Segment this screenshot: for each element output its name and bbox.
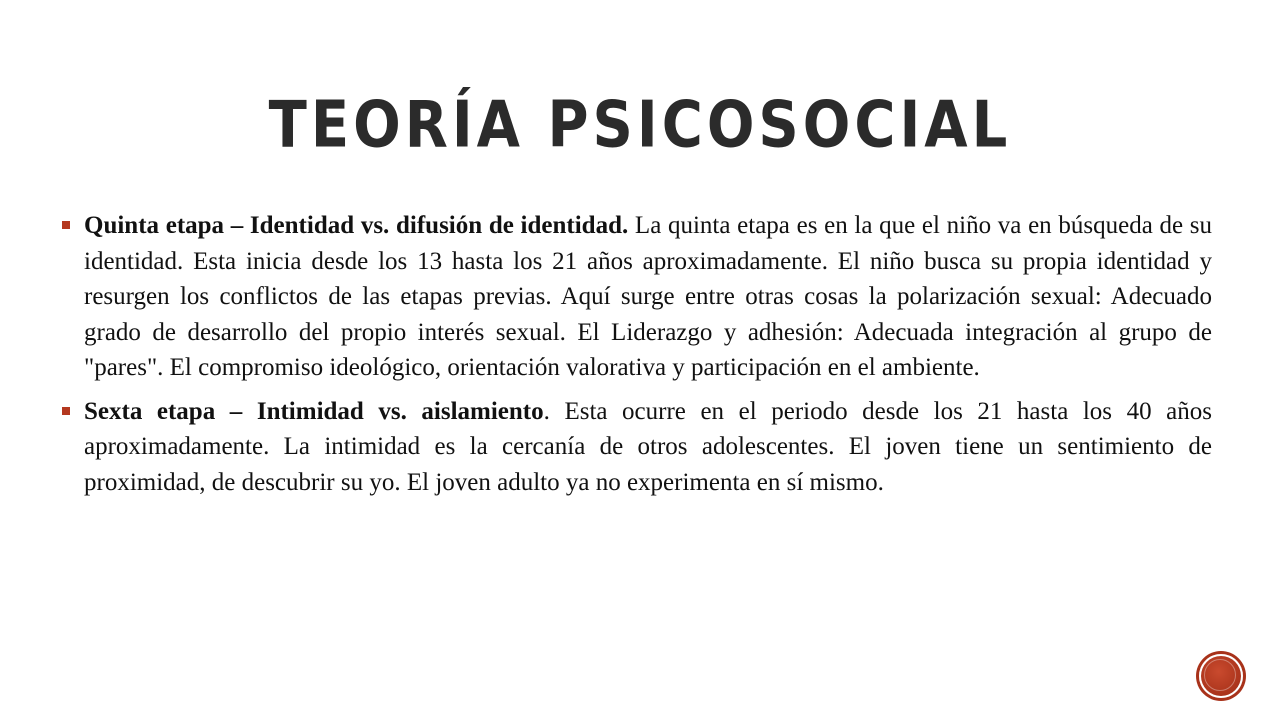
square-bullet-icon bbox=[62, 221, 70, 229]
slide-nav-circle-icon[interactable] bbox=[1199, 654, 1243, 698]
bullet-lead: Quinta etapa – Identidad vs. difusión de identidad. bbox=[84, 212, 629, 239]
slide-title: TEORÍA PSICOSOCIAL bbox=[268, 88, 1012, 163]
square-bullet-icon bbox=[62, 407, 70, 415]
bullet-item-quinta-etapa bbox=[62, 208, 1212, 386]
bullet-list bbox=[62, 208, 1212, 508]
bullet-item-sexta-etapa bbox=[62, 394, 1212, 501]
bullet-body: . Esta ocurre en el periodo desde los 21 hasta los 40 años aproximadamente. La intimidad es la cercanía de otros adolescentes. El joven tiene un sentimiento de proximidad, de descubrir su yo. El joven adulto ya no experimenta en sí mismo. bbox=[84, 397, 1212, 496]
bullet-body: La quinta etapa es en la que el niño va en búsqueda de su identidad. Esta inicia desde los 13 hasta los 21 años aproximadamente. El niño busca su propia identidad y resurgen los conflictos de las etapas previas. Aquí surge entre otras cosas la polarización sexual: Adecuado grado de desarrollo del propio interés sexual. El Liderazgo y adhesión: Adecuada integración al grupo de "pares". El compromiso ideológico, orientación valorativa y participación en el ambiente. bbox=[84, 212, 1212, 381]
bullet-lead: Sexta etapa – Intimidad vs. aislamiento bbox=[84, 397, 544, 425]
